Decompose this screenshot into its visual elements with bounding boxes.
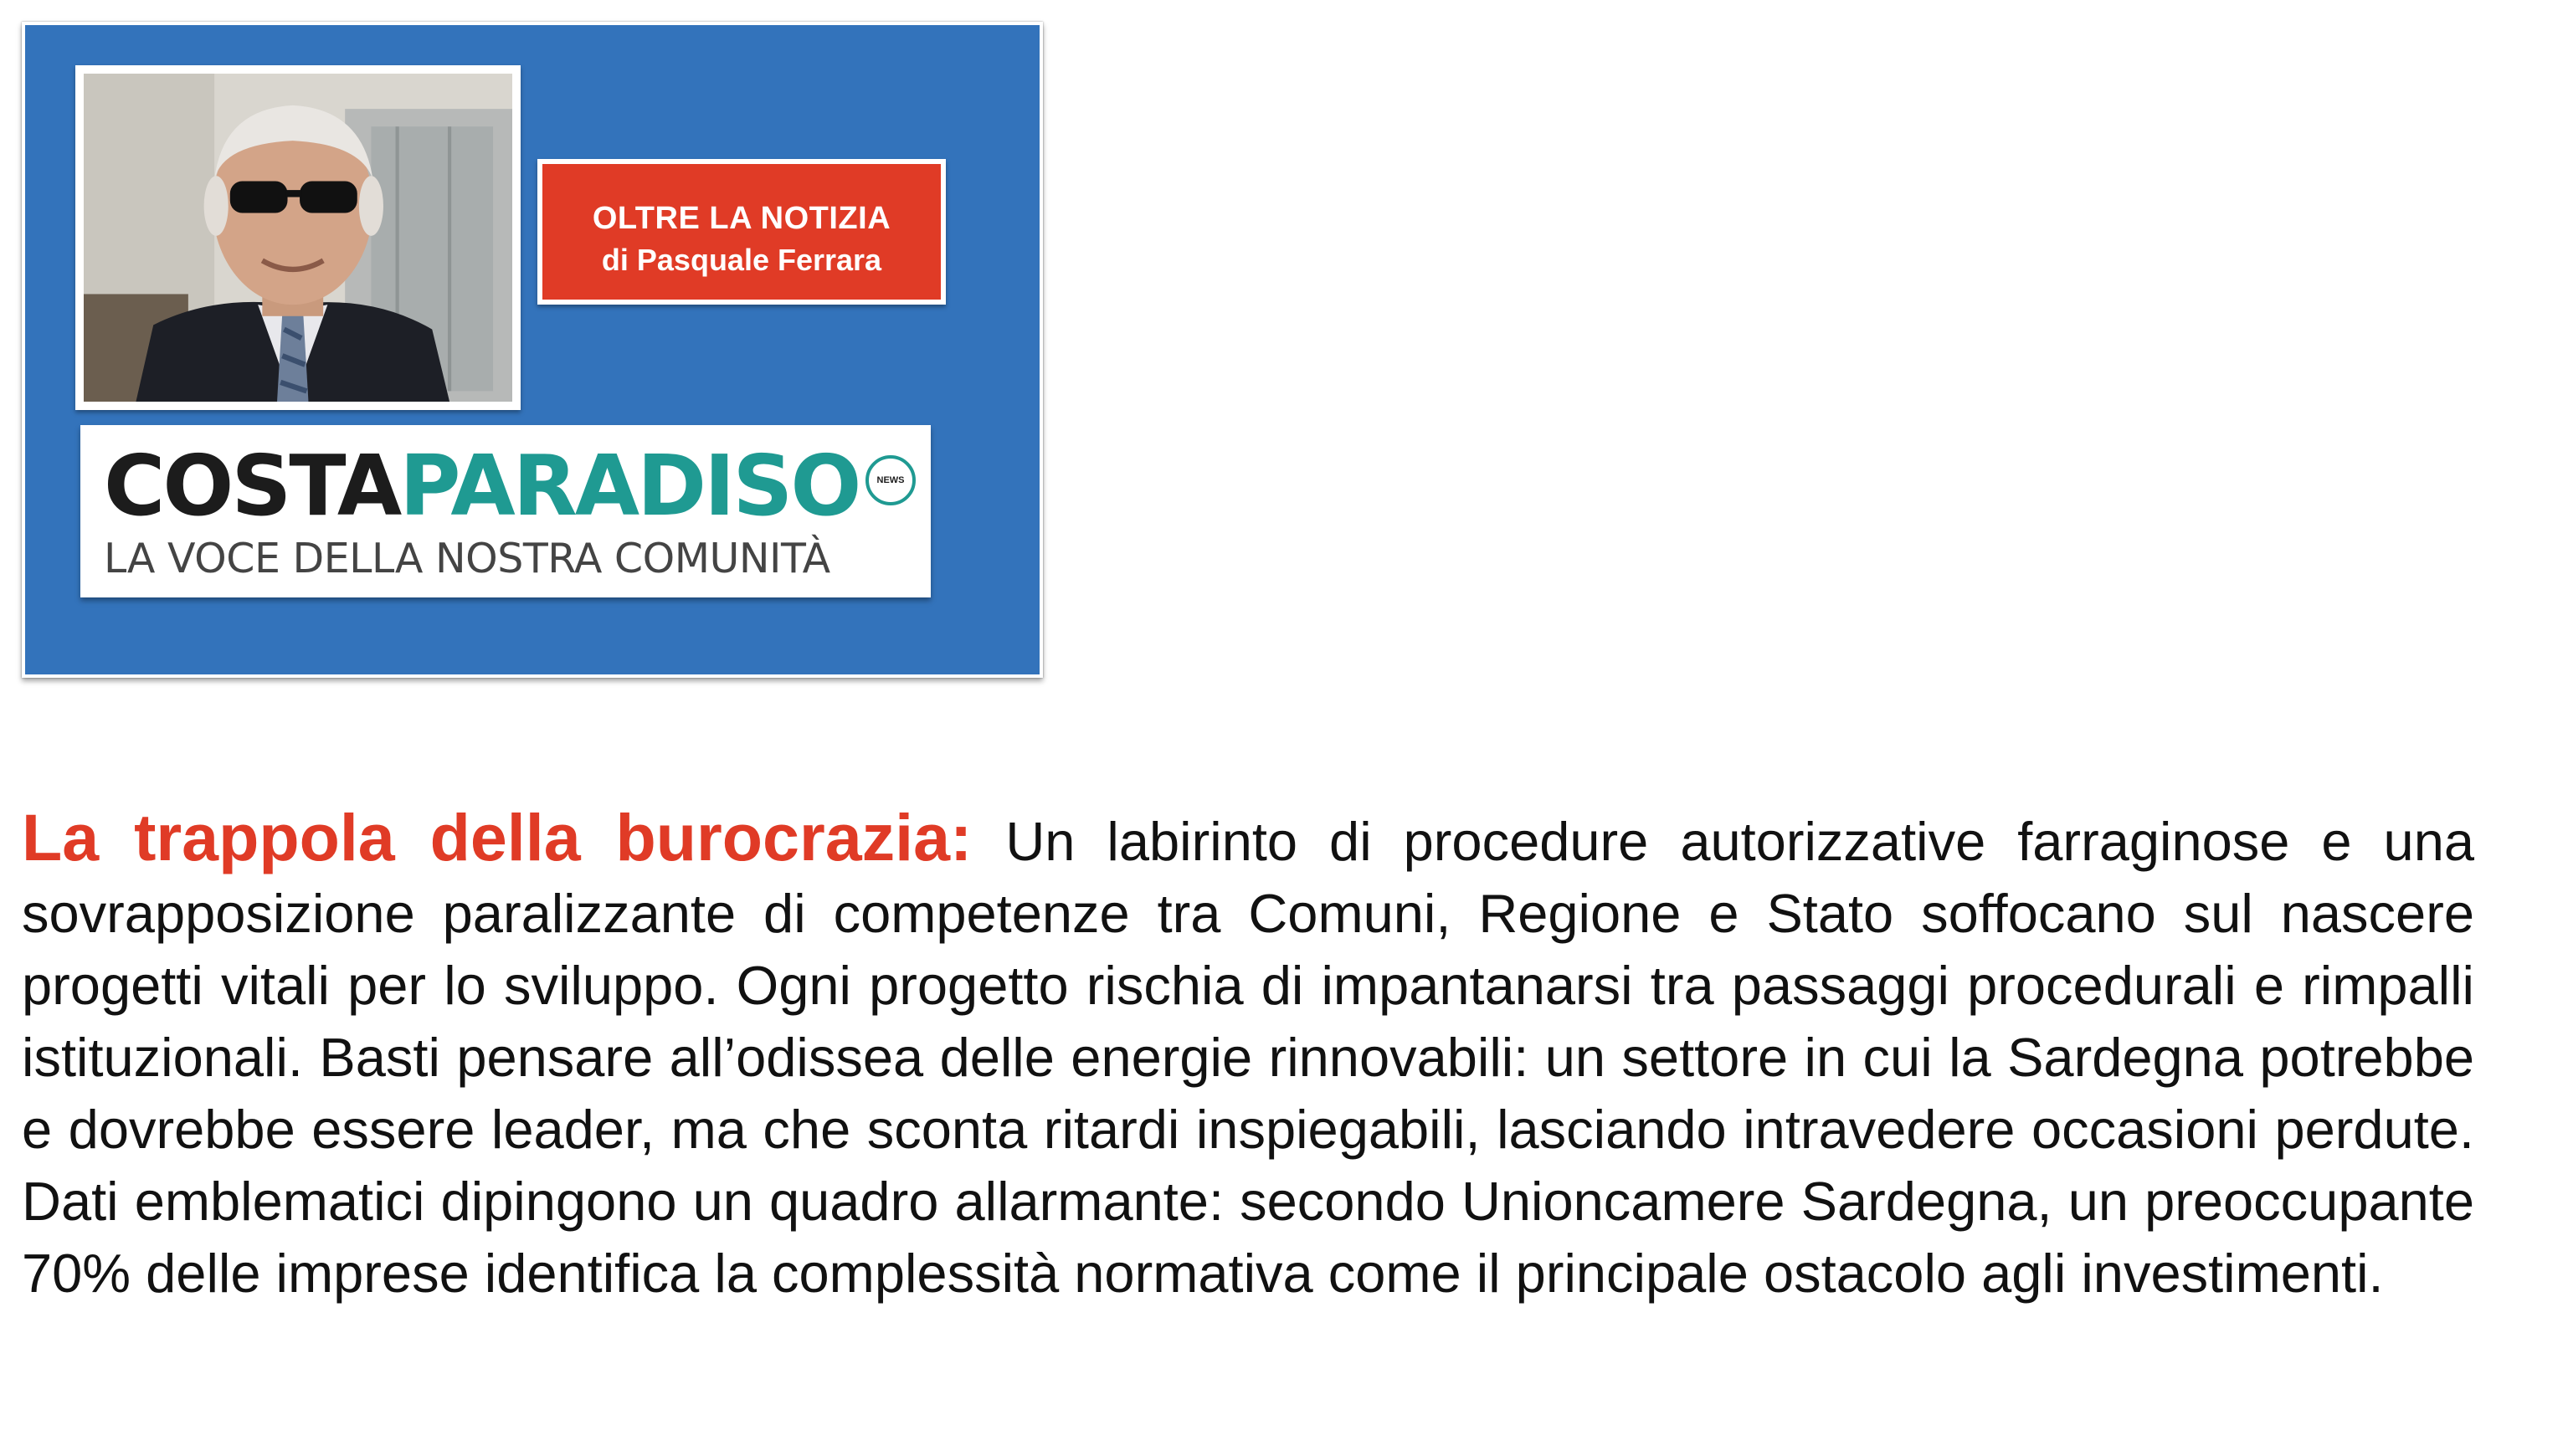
article-headline: La trappola della burocrazia: (22, 800, 973, 874)
article-body: Un labirinto di procedure autorizzative farraginose e una sovrapposizione paralizzante di competenze tra Comuni, Regione e Stato soffocano sul nascere progetti vitali per lo sviluppo. Ogni progetto rischia di impantanarsi tra passaggi procedurali e rimpalli istituzionali. Basti pensare all’odissea delle energie rinnovabili: un settore in cui la Sardegna potrebbe e dovrebbe essere leader, ma che sconta ritardi inspiegabili, lasciando intravedere occasioni perdute. Dati emblematici dipingono un quadro allarmante: secondo Unioncamere Sardegna, un preoccupante 70% delle imprese identifica la complessità normativa come il principale ostacolo agli investimenti. (22, 811, 2474, 1304)
column-tagline-box (537, 159, 946, 305)
logo-title (104, 437, 860, 535)
news-badge-icon: NEWS (865, 455, 916, 505)
logo-subtitle: LA VOCE DELLA NOSTRA COMUNITÀ (104, 535, 830, 582)
author-photo-frame (75, 65, 521, 410)
logo-title-paradiso: PARADISO (399, 437, 860, 535)
author-photo (84, 74, 512, 402)
logo-title-costa: COSTA (104, 437, 400, 535)
article-paragraph (22, 802, 2474, 1310)
header-banner (22, 22, 1043, 678)
column-title: OLTRE LA NOTIZIA (592, 201, 891, 236)
column-author: di Pasquale Ferrara (601, 243, 882, 277)
publication-logo (80, 425, 931, 597)
